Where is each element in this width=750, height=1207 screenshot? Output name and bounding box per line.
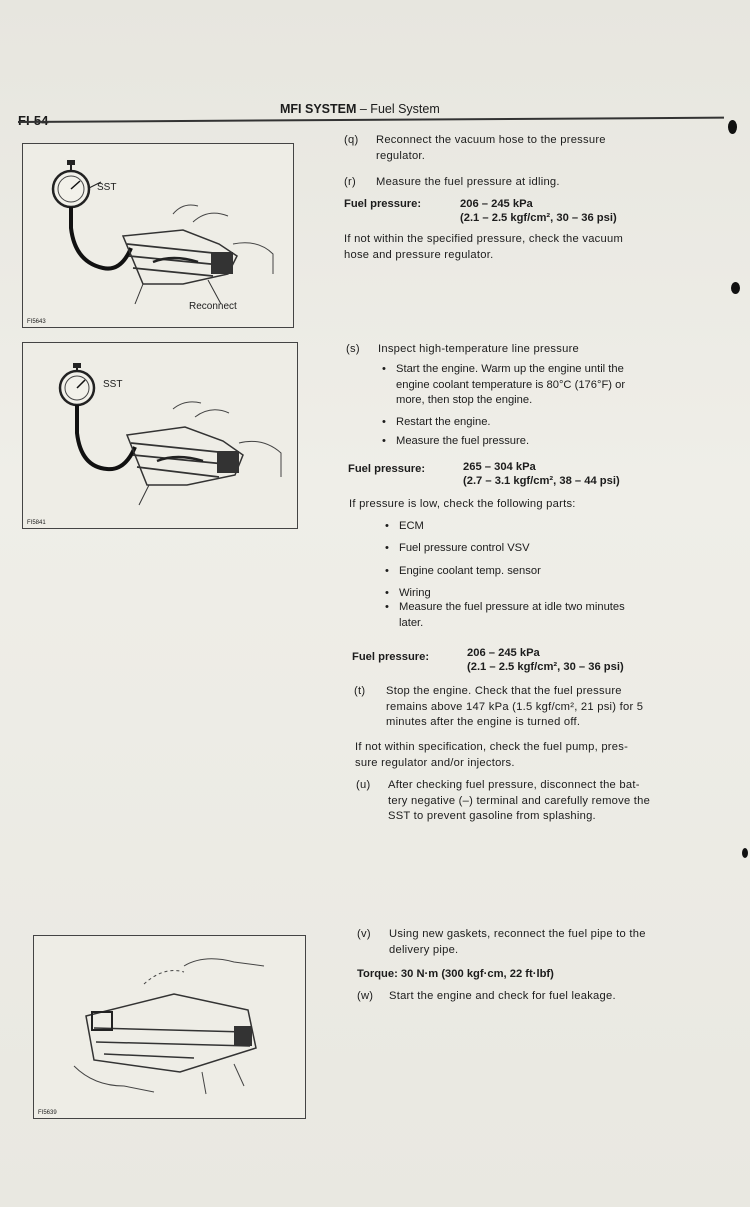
spec-label: Fuel pressure: bbox=[348, 463, 426, 475]
figure-gauge-reconnect bbox=[22, 143, 294, 328]
figure-fuel-pipe bbox=[33, 935, 306, 1119]
step-t-line3: minutes after the engine is turned off. bbox=[386, 716, 581, 728]
figure-code: FI5841 bbox=[27, 520, 46, 526]
note-r-line1: If not within the specified pressure, check the vacuum bbox=[344, 233, 624, 245]
step-r bbox=[344, 175, 724, 191]
torque-spec bbox=[357, 967, 554, 982]
step-t bbox=[354, 684, 738, 731]
step-u-line2: tery negative (–) terminal and carefully remove the bbox=[388, 794, 651, 807]
bullet-warm-up-line3: more, then stop the engine. bbox=[396, 394, 533, 406]
spec-value-2: (2.1 – 2.5 kgf/cm², 30 – 36 psi) bbox=[460, 212, 617, 224]
step-u-line3: SST to prevent gasoline from splashing. bbox=[388, 810, 596, 822]
section-title bbox=[280, 102, 440, 116]
step-s bbox=[346, 342, 726, 358]
figure-gauge-high-temp bbox=[22, 342, 298, 529]
note-t-line1: If not within specification, check the fuel pump, pres- bbox=[355, 741, 629, 753]
torque-label: Torque: bbox=[357, 968, 398, 980]
step-letter: (r) bbox=[344, 176, 356, 188]
step-q-line1: Reconnect the vacuum hose to the pressure bbox=[376, 134, 606, 146]
spec-value-1: 206 – 245 kPa bbox=[460, 198, 533, 210]
part-wiring: • Wiring bbox=[399, 586, 431, 602]
bullet-warm-up-line2: engine coolant temperature is 80°C (176°F) or bbox=[396, 378, 626, 391]
section-title-bold: MFI SYSTEM bbox=[280, 102, 357, 116]
bullet-warm-up bbox=[396, 362, 730, 409]
step-t-line1: Stop the engine. Check that the fuel pressure bbox=[386, 685, 622, 697]
step-letter: (u) bbox=[356, 779, 371, 791]
figure-code: FI5639 bbox=[38, 1110, 57, 1116]
step-u bbox=[356, 778, 740, 825]
spec-value-2: (2.7 – 3.1 kgf/cm², 38 – 44 psi) bbox=[463, 475, 620, 487]
step-q bbox=[344, 133, 724, 164]
spec-value-2: (2.1 – 2.5 kgf/cm², 30 – 36 psi) bbox=[467, 661, 624, 673]
reconnect-label: Reconnect bbox=[189, 301, 237, 312]
step-r-text: Measure the fuel pressure at idling. bbox=[376, 176, 560, 188]
note-t-line2: sure regulator and/or injectors. bbox=[355, 756, 515, 769]
step-v bbox=[357, 927, 741, 958]
low-pressure-note: If pressure is low, check the following parts: bbox=[349, 498, 576, 510]
step-letter: (t) bbox=[354, 685, 366, 697]
step-v-line1: Using new gaskets, reconnect the fuel pipe to the bbox=[389, 928, 646, 940]
step-letter: (s) bbox=[346, 343, 360, 355]
note-t bbox=[355, 740, 739, 771]
binder-mark bbox=[742, 848, 748, 858]
step-u-line1: After checking fuel pressure, disconnect the bat- bbox=[388, 779, 640, 791]
step-w bbox=[357, 989, 741, 1005]
step-letter: (v) bbox=[357, 928, 371, 940]
binder-mark bbox=[731, 282, 740, 294]
note-r-line2: hose and pressure regulator. bbox=[344, 248, 494, 261]
gauge-illustration bbox=[23, 144, 293, 327]
step-q-line2: regulator. bbox=[376, 149, 426, 162]
figure-code: FI5643 bbox=[27, 319, 46, 325]
sst-label: SST bbox=[97, 182, 117, 193]
spec-value-1: 206 – 245 kPa bbox=[467, 647, 540, 659]
step-v-line2: delivery pipe. bbox=[389, 943, 459, 956]
step-w-text: Start the engine and check for fuel leakage. bbox=[389, 990, 616, 1002]
step-letter: (w) bbox=[357, 990, 374, 1002]
section-title-rest: – Fuel System bbox=[356, 102, 440, 116]
fuel-pipe-illustration bbox=[34, 936, 305, 1118]
bullet-measure-later bbox=[399, 600, 733, 631]
bullet-warm-up-line1: Start the engine. Warm up the engine until the bbox=[396, 363, 624, 375]
sst-label: SST bbox=[103, 379, 123, 390]
part-coolant-sensor: • Engine coolant temp. sensor bbox=[399, 564, 541, 580]
gauge-illustration bbox=[23, 343, 297, 528]
part-ecm: • ECM bbox=[399, 519, 424, 535]
spec-label: Fuel pressure: bbox=[344, 198, 422, 210]
bullet-measure-later-line2: later. bbox=[399, 616, 424, 629]
spec-value-1: 265 – 304 kPa bbox=[463, 461, 536, 473]
binder-mark bbox=[728, 120, 737, 134]
spec-label: Fuel pressure: bbox=[352, 651, 430, 663]
note-r bbox=[344, 232, 728, 263]
bullet-measure: • Measure the fuel pressure. bbox=[396, 434, 529, 450]
step-t-line2: remains above 147 kPa (1.5 kgf/cm², 21 psi) for 5 bbox=[386, 700, 644, 713]
part-vsv: • Fuel pressure control VSV bbox=[399, 541, 530, 557]
bullet-restart: • Restart the engine. bbox=[396, 415, 491, 431]
step-letter: (q) bbox=[344, 134, 359, 146]
bullet-measure-later-line1: Measure the fuel pressure at idle two minutes bbox=[399, 601, 625, 613]
step-s-text: Inspect high-temperature line pressure bbox=[378, 343, 580, 355]
torque-value: 30 N·m (300 kgf·cm, 22 ft·lbf) bbox=[400, 968, 554, 980]
